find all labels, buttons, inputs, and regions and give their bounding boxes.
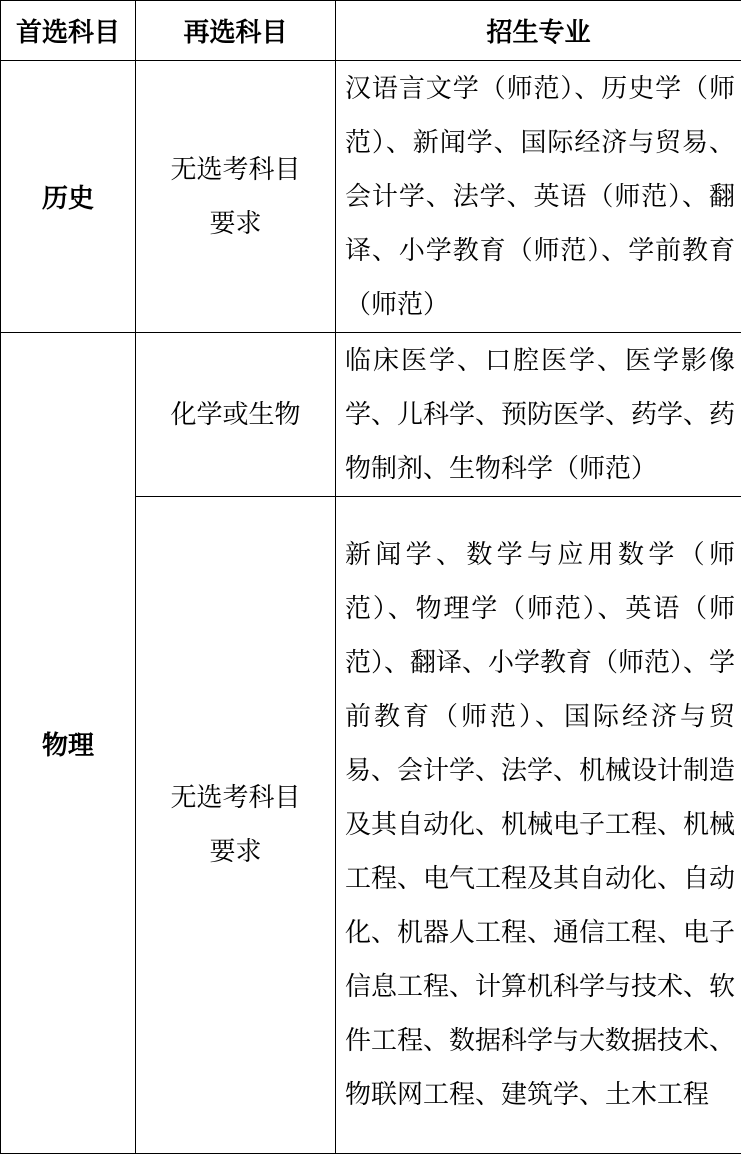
header-first-subject: 首选科目 bbox=[1, 1, 136, 61]
header-majors: 招生专业 bbox=[336, 1, 741, 61]
second-subject-cell: 化学或生物 bbox=[136, 333, 336, 497]
table-row bbox=[1, 333, 741, 497]
header-second-subject: 再选科目 bbox=[136, 1, 336, 61]
second-subject-cell: 无选考科目要求 bbox=[136, 61, 336, 333]
majors-cell: 临床医学、口腔医学、医学影像学、儿科学、预防医学、药学、药物制剂、生物科学（师范） bbox=[336, 333, 741, 497]
table-row bbox=[1, 61, 741, 333]
majors-cell: 汉语言文学（师范）、历史学（师范）、新闻学、国际经济与贸易、会计学、法学、英语（师范）、翻译、小学教育（师范）、学前教育（师范） bbox=[336, 61, 741, 333]
second-subject-cell: 无选考科目要求 bbox=[136, 497, 336, 1154]
table-header-row bbox=[1, 1, 741, 61]
first-subject-cell: 物理 bbox=[1, 333, 136, 1154]
first-subject-cell: 历史 bbox=[1, 61, 136, 333]
majors-cell: 新闻学、数学与应用数学（师范）、物理学（师范）、英语（师范）、翻译、小学教育（师范）、学前教育（师范）、国际经济与贸易、会计学、法学、机械设计制造及其自动化、机械电子工程、机械工程、电气工程及其自动化、自动化、机器人工程、通信工程、电子信息工程、计算机科学与技术、软件工程、数据科学与大数据技术、物联网工程、建筑学、土木工程 bbox=[336, 497, 741, 1154]
